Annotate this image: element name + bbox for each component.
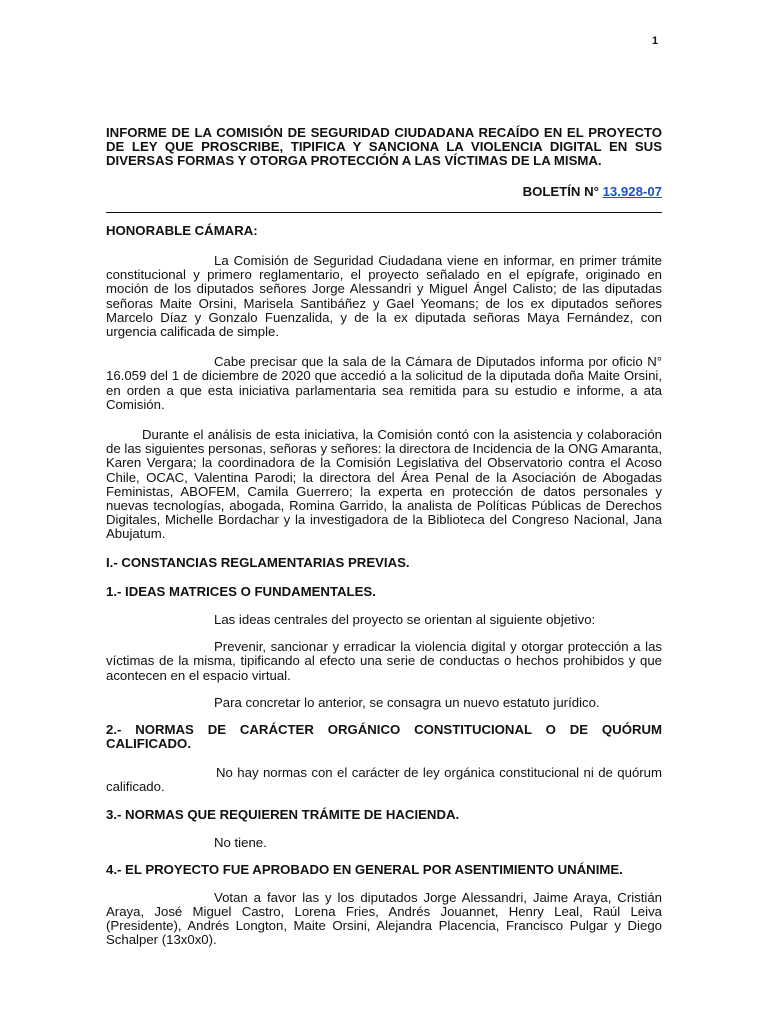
- section-heading-ideas-matrices: 1.- IDEAS MATRICES O FUNDAMENTALES.: [106, 583, 376, 599]
- ideas-intro-paragraph: Las ideas centrales del proyecto se orientan al siguiente objetivo:: [214, 612, 596, 628]
- document-title: INFORME DE LA COMISIÓN DE SEGURIDAD CIUDADANA RECAÍDO EN EL PROYECTO DE LEY QUE PROSCRIBE, TIPIFICA Y SANCIONA LA VIOLENCIA DIGITAL EN SUS DIVERSAS FORMAS Y OTORGA PROTECCIÓN A LAS VÍCTIMAS DE LA MISMA.: [106, 125, 662, 169]
- participants-paragraph: Durante el análisis de esta iniciativa, la Comisión contó con la asistencia y colaboración de las siguientes personas, señoras y señores: la directora de Incidencia de la ONG Amaranta, Karen Vergara; la coordinadora de la Comisión Legislativa del Observatorio contra el Acoso Chile, OCAC, Valentina Parodi; la directora del Área Penal de la Asociación de Abogadas Feministas, ABOFEM, Camila Guerrero; la experta en protección de datos personales y nuevas tecnologías, abogada, Romina Garrido, la analista de Políticas Públicas de Derechos Digitales, Michelle Bordachar y la investigadora de la Biblioteca del Congreso Nacional, Jana Abujatum.: [106, 427, 662, 542]
- section-heading-hacienda: 3.- NORMAS QUE REQUIEREN TRÁMITE DE HACIENDA.: [106, 806, 460, 822]
- title-divider: [106, 212, 662, 213]
- boletin-label: BOLETÍN N°: [522, 183, 599, 199]
- hacienda-paragraph: No tiene.: [214, 835, 267, 851]
- oficio-paragraph: Cabe precisar que la sala de la Cámara de Diputados informa por oficio N° 16.059 del 1 de diciembre de 2020 que accedió a la solicitud de la diputada doña Maite Orsini, en orden a que esta iniciativa parlamentaria sea remitida para su estudio e informe, a ata Comisión.: [106, 354, 662, 412]
- boletin-number-link[interactable]: 13.928-07: [602, 183, 662, 199]
- section-heading-normas-organicas: 2.- NORMAS DE CARÁCTER ORGÁNICO CONSTITUCIONAL O DE QUÓRUM CALIFICADO.: [106, 722, 662, 752]
- salutation: HONORABLE CÁMARA:: [106, 222, 258, 238]
- document-body: [106, 126, 662, 947]
- boletin-line: [106, 185, 662, 199]
- page-number: 1: [652, 35, 659, 47]
- section-heading-aprobado: 4.- EL PROYECTO FUE APROBADO EN GENERAL POR ASENTIMIENTO UNÁNIME.: [106, 862, 623, 878]
- ideas-statute-paragraph: Para concretar lo anterior, se consagra un nuevo estatuto jurídico.: [214, 694, 600, 710]
- ideas-objective-paragraph: Prevenir, sancionar y erradicar la violencia digital y otorgar protección a las víctimas de la misma, tipificando al efecto una serie de conductas o hechos prohibidos y que acontecen en el espacio virtual.: [106, 639, 662, 683]
- section-heading-constancias: I.- CONSTANCIAS REGLAMENTARIAS PREVIAS.: [106, 554, 410, 570]
- normas-organicas-paragraph: No hay normas con el carácter de ley orgánica constitucional ni de quórum calificado.: [106, 764, 662, 794]
- intro-paragraph: La Comisión de Seguridad Ciudadana viene en informar, en primer trámite constitucional y primero reglamentario, el proyecto señalado en el epígrafe, originado en moción de los diputados señores Jorge Alessandri y Miguel Ángel Calisto; de las diputadas señoras Maite Orsini, Marisela Santibáñez y Gael Yeomans; de los ex diputados señores Marcelo Díaz y Gonzalo Fuenzalida, y de la ex diputada señoras Maya Fernández, con urgencia calificada de simple.: [106, 253, 662, 340]
- votes-paragraph: Votan a favor las y los diputados Jorge Alessandri, Jaime Araya, Cristián Araya, José Miguel Castro, Lorena Fries, Andrés Jouannet, Henry Leal, Raúl Leiva (Presidente), Andrés Longton, Maite Orsini, Alejandra Placencia, Francisco Pulgar y Diego Schalper (13x0x0).: [106, 889, 662, 948]
